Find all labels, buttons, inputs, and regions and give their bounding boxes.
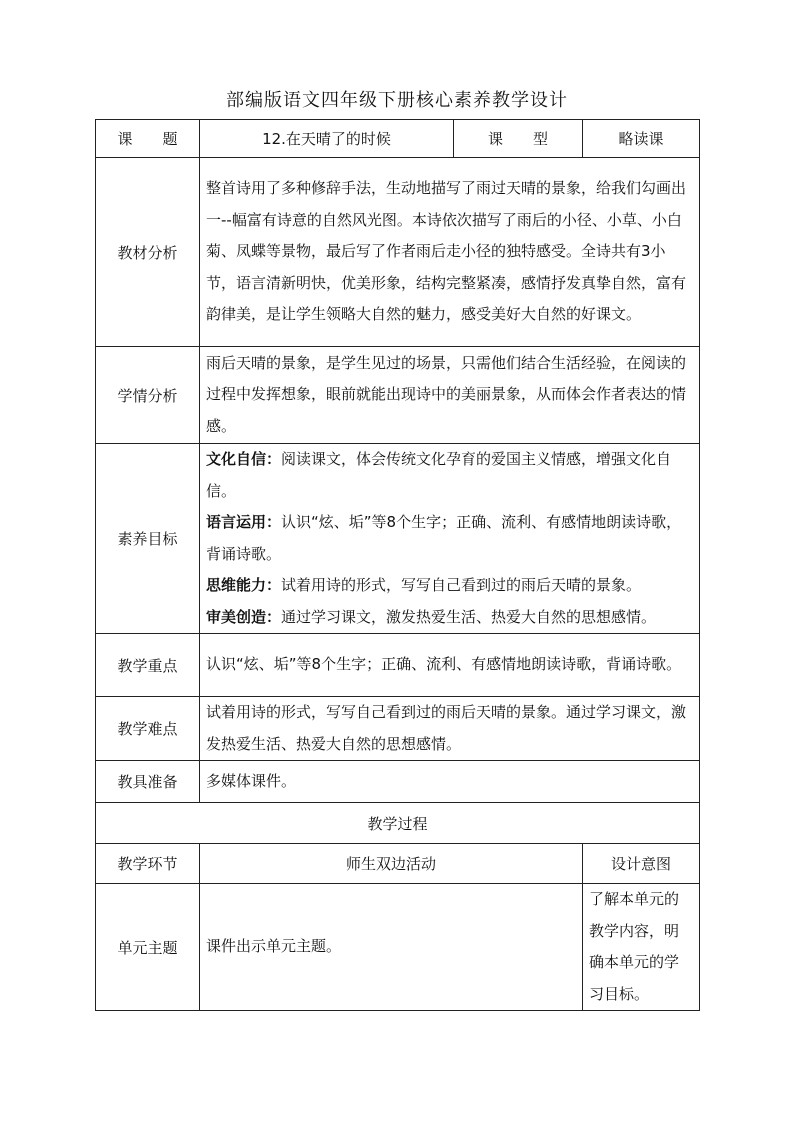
difficulties-text: 试着用诗的形式，写写自己看到过的雨后天晴的景象。通过学习课文，激发热爱生活、热爱大自然的思想感情。 [200, 697, 700, 761]
goal-key: 审美创造： [206, 607, 282, 626]
stage-cell: 单元主题 [96, 884, 200, 1011]
goal-text: 通过学习课文，激发热爱生活、热爱大自然的思想感情。 [281, 607, 657, 626]
process-row [96, 884, 700, 1011]
tools-label: 教具准备 [96, 761, 200, 803]
col-activity-header: 师生双边活动 [200, 844, 583, 884]
goal-key: 语言运用： [206, 513, 282, 531]
material-text: 整首诗用了多种修辞手法，生动地描写了雨过天晴的景象，给我们勾画出一--幅富有诗意的自然风光图。本诗依次描写了雨后的小径、小草、小白菊、凤蝶等景物，最后写了作者雨后走小径的独特感受。全诗共有3小节，语言清新明快，优美形象，结构完整紧凑，感情抒发真挚自然，富有韵律美，是让学生领略大自然的魅力，感受美好大自然的好课文。 [200, 158, 700, 347]
process-heading-row [96, 803, 700, 844]
goal-text: 认识“炫、垢”等8个生字；正确、流利、有感情地朗读诗歌，背诵诗歌。 [206, 513, 682, 563]
goal-item [206, 570, 693, 602]
students-text: 雨后天晴的景象，是学生见过的场景，只需他们结合生活经验，在阅读的过程中发挥想象，眼前就能出现诗中的美丽景象，从而体会作者表达的情感。 [200, 347, 700, 444]
material-label: 教材分析 [96, 158, 200, 347]
topic-value: 12.在天晴了的时候 [200, 120, 454, 158]
difficulties-row [96, 697, 700, 761]
topic-label: 课 题 [96, 120, 200, 158]
goal-text: 试着用诗的形式，写写自己看到过的雨后天晴的景象。 [281, 576, 642, 594]
col-stage-header: 教学环节 [96, 844, 200, 884]
type-label: 课 型 [454, 120, 583, 158]
document-title: 部编版语文四年级下册核心素养教学设计 [226, 90, 568, 111]
topic-row [96, 120, 700, 158]
goal-key: 文化自信： [206, 450, 282, 468]
activity-cell: 课件出示单元主题。 [200, 884, 583, 1011]
goal-item [206, 444, 693, 507]
key-points-text: 认识“炫、垢”等8个生字；正确、流利、有感情地朗读诗歌，背诵诗歌。 [200, 634, 700, 697]
goal-item [206, 507, 693, 570]
key-points-label: 教学重点 [96, 634, 200, 697]
col-intent-header: 设计意图 [583, 844, 700, 884]
goal-text: 阅读课文，体会传统文化孕育的爱国主义情感，增强文化自信。 [206, 450, 672, 500]
goals-label: 素养目标 [96, 444, 200, 634]
tools-row [96, 761, 700, 803]
process-heading: 教学过程 [96, 803, 700, 844]
goals-row [96, 444, 700, 634]
difficulties-label: 教学难点 [96, 697, 200, 761]
lesson-plan-table [95, 119, 700, 1011]
process-columns-row [96, 844, 700, 884]
material-row [96, 158, 700, 347]
key-points-row [96, 634, 700, 697]
intent-cell: 了解本单元的教学内容，明确本单元的学习目标。 [583, 884, 700, 1011]
tools-text: 多媒体课件。 [200, 761, 700, 803]
students-row [96, 347, 700, 444]
goals-list [200, 444, 700, 634]
type-value: 略读课 [583, 120, 700, 158]
goal-item [206, 602, 693, 634]
students-label: 学情分析 [96, 347, 200, 444]
goal-key: 思维能力： [206, 576, 282, 594]
